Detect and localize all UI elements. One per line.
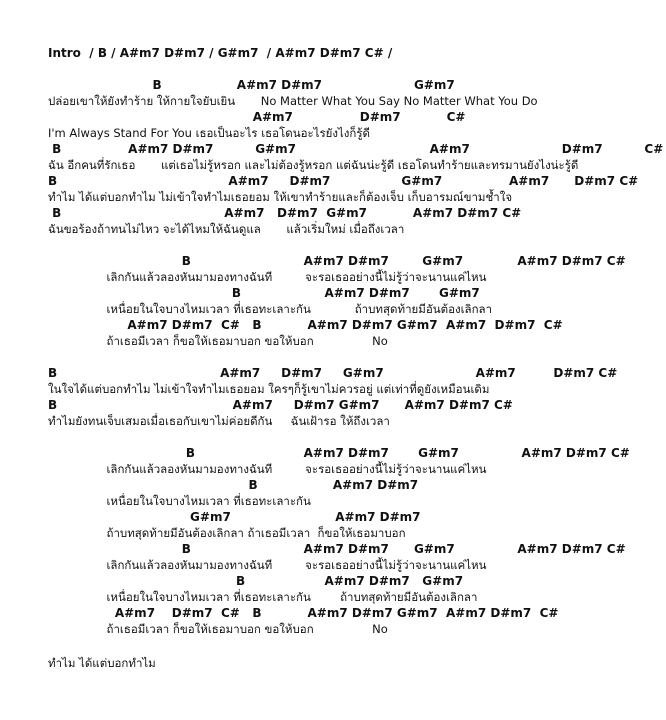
lyric-line: ในใจได้แต่บอกทำไม ไม่เข้าใจทำไมเธอยอม ใครๆก็รู้เขาไม่ควรอยู่ แต่เท่าที่ดูยังเหมือนเดิม (48, 382, 490, 396)
lyric-line: ทำไม ได้แต่บอกทำไม ไม่เข้าใจทำไมเธอยอม ให้เขาทำร้ายและก็ต้องเจ็บ เก็บอารมณ์ขามช้ำใจ (48, 190, 513, 204)
chord-line: B A#m7 D#m7 G#m7 A#m7 D#m7 C# (48, 542, 626, 556)
chord-line: B A#m7 D#m7 G#m7 A#m7 D#m7 C# (48, 142, 664, 156)
lyric-line: ทำไม ได้แต่บอกทำไม (48, 656, 156, 670)
chord-line: B A#m7 D#m7 (48, 478, 419, 492)
lyric-line: ถ้าเธอมีเวลา ก็ขอให้เธอมาบอก ขอให้บอก No (48, 622, 388, 636)
lyric-line: เหนื่อยในใจบางไหมเวลา ที่เธอทะเลาะกัน (48, 494, 311, 508)
chord-line: B A#m7 D#m7 G#m7 A#m7 D#m7 C# (48, 254, 626, 268)
chord-line (48, 350, 52, 364)
lyric-line: ทำไมยังทนเจ็บเสมอเมื่อเธอกับเขาไม่ค่อยดีกัน ฉันเฝ้ารอ ให้ถึงเวลา (48, 414, 390, 428)
intro-line: Intro / B / A#m7 D#m7 / G#m7 / A#m7 D#m7 C# / (48, 46, 393, 60)
chord-line: B A#m7 D#m7 G#m7 A#m7 D#m7 C# (48, 366, 618, 380)
chord-line: B A#m7 D#m7 G#m7 (48, 78, 455, 92)
chord-line: B A#m7 D#m7 G#m7 (48, 286, 480, 300)
chord-line: A#m7 D#m7 C# (48, 110, 466, 124)
lyric-line: เลิกกันแล้วลองหันมามองทางฉันที จะรอเธออย่างนี้ไม่รู้ว่าจะนานแค่ไหน (48, 558, 487, 572)
lyric-line: I'm Always Stand For You เธอเป็นอะไร เธอโดนอะไรยังไงก็รู้ดี (48, 126, 370, 140)
lyric-line: ถ้าเธอมีเวลา ก็ขอให้เธอมาบอก ขอให้บอก No (48, 334, 388, 348)
lyric-line: เลิกกันแล้วลองหันมามองทางฉันที จะรอเธออย่างนี้ไม่รู้ว่าจะนานแค่ไหน (48, 462, 487, 476)
chord-line: B A#m7 D#m7 G#m7 A#m7 D#m7 C# (48, 174, 639, 188)
lyric-line: เหนื่อยในใจบางไหมเวลา ที่เธอทะเลาะกัน ถ้าบทสุดท้ายมีอันต้องเลิกลา (48, 590, 478, 604)
chord-line: B A#m7 D#m7 G#m7 A#m7 D#m7 C# (48, 398, 513, 412)
lyric-line: ถ้าบทสุดท้ายมีอันต้องเลิกลา ถ้าเธอมีเวลา ก็ขอให้เธอมาบอก (48, 526, 406, 540)
chord-line: G#m7 A#m7 D#m7 (48, 510, 421, 524)
chord-line (48, 638, 52, 652)
lyric-line: เลิกกันแล้วลองหันมามองทางฉันที จะรอเธออย่างนี้ไม่รู้ว่าจะนานแค่ไหน (48, 270, 487, 284)
lyric-line: ฉันขอร้องถ้าทนไม่ไหว จะได้ไหมให้ฉันดูแล แล้วเริ่มใหม่ เมื่อถึงเวลา (48, 222, 405, 236)
chord-line: B A#m7 D#m7 G#m7 A#m7 D#m7 C# (48, 206, 522, 220)
lyric-line: เหนื่อยในใจบางไหมเวลา ที่เธอทะเลาะกัน ถ้าบทสุดท้ายมีอันต้องเลิกลา (48, 302, 493, 316)
chord-line (48, 430, 52, 444)
chord-line: A#m7 D#m7 C# B A#m7 D#m7 G#m7 A#m7 D#m7 C# (48, 606, 559, 620)
lyric-line: ฉัน อีกคนที่รักเธอ แต่เธอไม่รู้หรอก และไม่ต้องรู้หรอก แต่ฉันน่ะรู้ดี เธอโดนทำร้ายและทรมานยังไงน่ะรู้ดี (48, 158, 579, 172)
lyric-line: ปล่อยเขาให้ยังทำร้าย ให้กายใจยับเยิน No Matter What You Say No Matter What You Do (48, 94, 538, 108)
chord-line (48, 238, 52, 252)
chord-line: B A#m7 D#m7 G#m7 A#m7 D#m7 C# (48, 446, 630, 460)
chord-line: A#m7 D#m7 C# B A#m7 D#m7 G#m7 A#m7 D#m7 C# (48, 318, 563, 332)
chord-line: B A#m7 D#m7 G#m7 (48, 574, 464, 588)
